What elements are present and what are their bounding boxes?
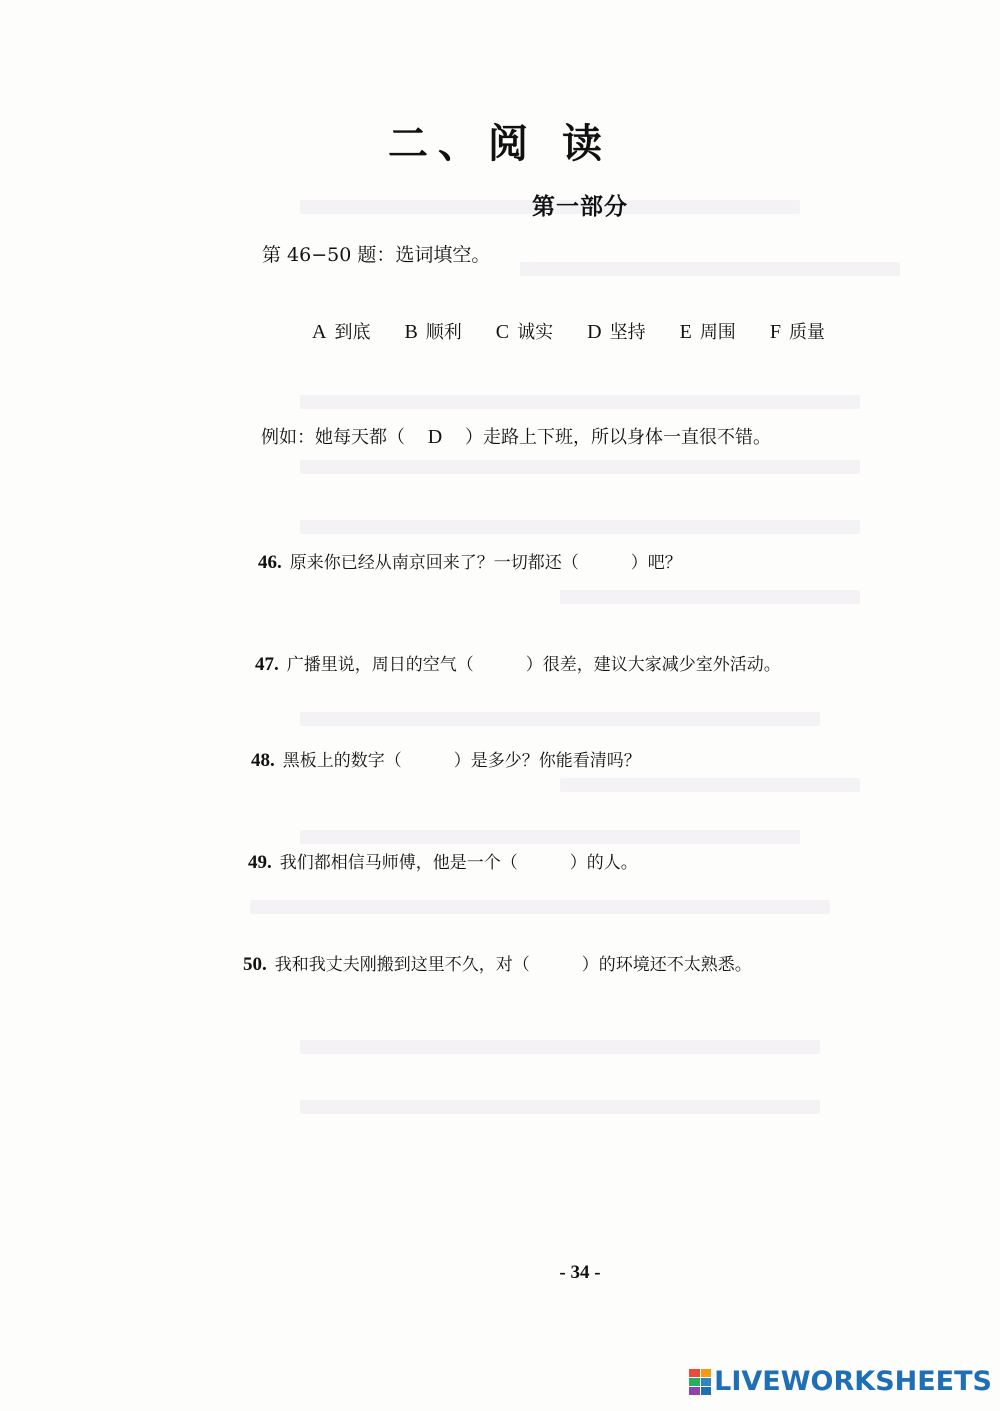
question-49 bbox=[248, 848, 638, 874]
word-bank-option bbox=[312, 318, 370, 344]
bleed-through-mark bbox=[300, 395, 860, 409]
question-text-before: 我和我丈夫刚搬到这里不久，对（ bbox=[274, 955, 530, 975]
option-letter: D bbox=[587, 321, 602, 343]
option-letter: B bbox=[404, 321, 418, 343]
word-bank-option bbox=[587, 318, 645, 344]
option-letter: F bbox=[769, 321, 781, 343]
option-letter: E bbox=[679, 321, 692, 343]
bleed-through-mark bbox=[300, 1040, 820, 1054]
option-word: 顺利 bbox=[425, 322, 462, 343]
question-46 bbox=[258, 548, 682, 574]
bleed-through-mark bbox=[300, 1100, 820, 1114]
question-text-after: ）是多少？你能看清吗？ bbox=[453, 751, 641, 771]
question-number: 46. bbox=[258, 552, 282, 573]
bleed-through-mark bbox=[300, 830, 800, 844]
word-bank bbox=[312, 318, 872, 344]
bleed-through-mark bbox=[560, 590, 860, 604]
word-bank-option bbox=[496, 318, 553, 344]
example-answer: D bbox=[427, 426, 443, 448]
bleed-through-mark bbox=[300, 460, 860, 474]
question-50 bbox=[243, 950, 752, 976]
question-number: 50. bbox=[243, 954, 267, 975]
word-bank-option bbox=[770, 318, 825, 344]
option-word: 坚持 bbox=[609, 322, 646, 343]
part-title: 第一部分 bbox=[532, 193, 628, 220]
instruction: 第 46−50 题：选词填空。 bbox=[262, 244, 491, 266]
question-48 bbox=[251, 746, 641, 772]
option-word: 到底 bbox=[334, 322, 371, 343]
question-text-after: ）的人。 bbox=[569, 853, 638, 873]
bleed-through-mark bbox=[250, 900, 830, 914]
liveworksheets-watermark bbox=[689, 1366, 992, 1397]
option-letter: A bbox=[312, 321, 327, 343]
bleed-through-mark bbox=[520, 262, 900, 276]
option-letter: C bbox=[495, 321, 510, 343]
question-text-before: 广播里说，周日的空气（ bbox=[286, 655, 474, 675]
example-suffix: ）走路上下班，所以身体一直很不错。 bbox=[465, 427, 771, 448]
question-47 bbox=[255, 650, 781, 676]
option-word: 诚实 bbox=[517, 322, 554, 343]
question-number: 49. bbox=[248, 852, 272, 873]
example-prefix: 例如：她每天都（ bbox=[261, 427, 405, 448]
word-bank-option bbox=[404, 318, 461, 344]
liveworksheets-logo-icon bbox=[689, 1369, 711, 1395]
question-text-before: 原来你已经从南京回来了？一切都还（ bbox=[289, 553, 579, 573]
bleed-through-mark bbox=[560, 778, 860, 792]
word-bank-option bbox=[680, 318, 736, 344]
question-text-after: ）吧？ bbox=[630, 553, 682, 573]
option-word: 周围 bbox=[699, 322, 736, 343]
option-word: 质量 bbox=[788, 322, 825, 343]
question-text-after: ）的环境还不太熟悉。 bbox=[581, 955, 752, 975]
watermark-text: LIVEWORKSHEETS bbox=[714, 1366, 992, 1397]
example-sentence bbox=[261, 423, 771, 449]
question-text-after: ）很差，建议大家减少室外活动。 bbox=[525, 655, 781, 675]
question-number: 47. bbox=[255, 654, 279, 675]
question-number: 48. bbox=[251, 750, 275, 771]
page-number: - 34 - bbox=[559, 1262, 601, 1283]
bleed-through-mark bbox=[300, 520, 860, 534]
bleed-through-mark bbox=[300, 712, 820, 726]
section-title: 二、阅 读 bbox=[388, 120, 612, 167]
question-text-before: 黑板上的数字（ bbox=[282, 751, 402, 771]
question-text-before: 我们都相信马师傅，他是一个（ bbox=[279, 853, 518, 873]
